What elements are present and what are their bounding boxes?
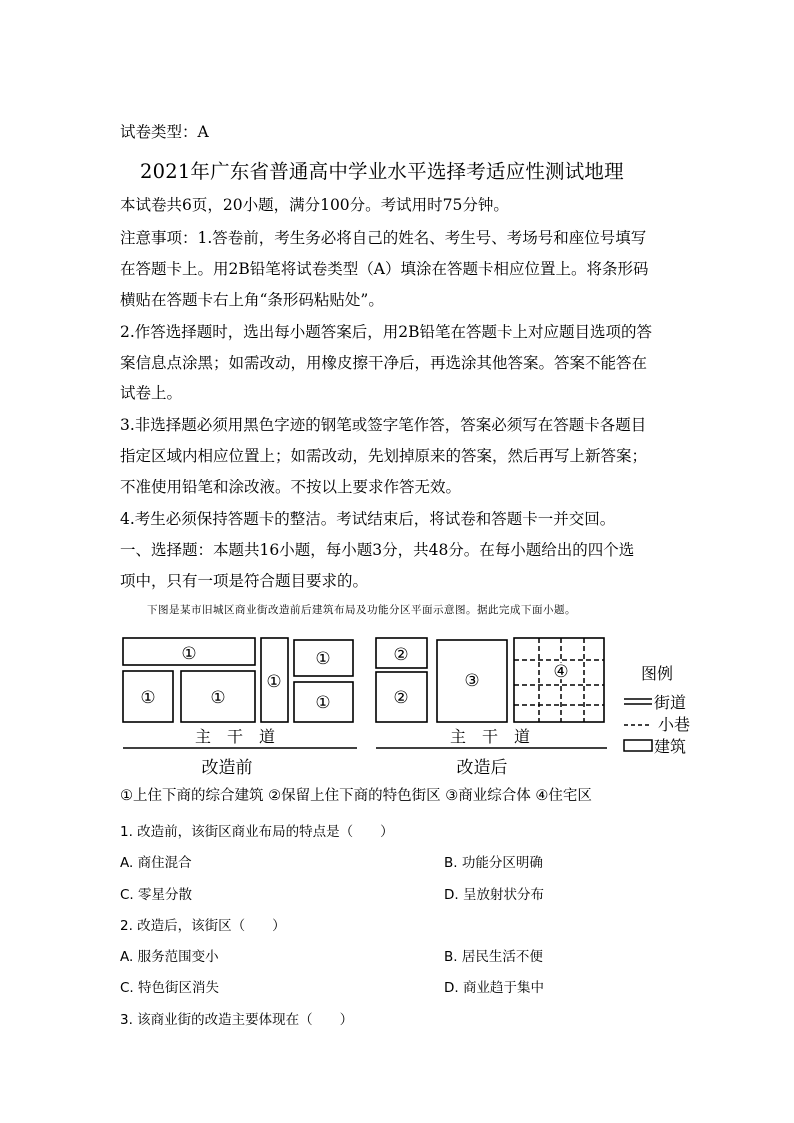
marker-four: ④ <box>553 662 569 682</box>
legend-street <box>624 693 686 712</box>
marker-one: ① <box>181 644 197 664</box>
svg-text:小巷: 小巷 <box>658 715 691 734</box>
instruction-line: 本试卷共6页，20小题，满分100分。考试用时75分钟。 <box>120 196 509 214</box>
legend-title: 图例 <box>640 664 674 683</box>
instruction-line: 横贴在答题卡右上角“条形码粘贴处”。 <box>120 291 384 309</box>
option-c: C. 特色街区消失 <box>120 980 220 996</box>
before-label: 改造前 <box>201 758 253 778</box>
marker-three: ③ <box>464 671 480 691</box>
figure-caption: 下图是某市旧城区商业街改造前后建筑布局及功能分区平面示意图。据此完成下面小题。 <box>147 604 576 616</box>
marker-one: ① <box>210 688 226 708</box>
option-a: A. 服务范围变小 <box>120 949 219 965</box>
instruction-line: 案信息点涂黑；如需改动，用橡皮擦干净后，再选涂其他答案。答案不能答在 <box>120 354 648 372</box>
svg-text:街道: 街道 <box>654 693 687 712</box>
option-b: B. 居民生活不便 <box>444 949 543 965</box>
main-road-label: 主 干 道 <box>194 727 276 746</box>
section-heading: 一、选择题：本题共16小题，每小题3分，共48分。在每小题给出的四个选 <box>120 541 635 559</box>
option-b: B. 功能分区明确 <box>444 855 543 871</box>
instruction-line: 3.非选择题必须用黑色字迹的钢笔或签字笔作答，答案必须写在答题卡各题目 <box>120 416 647 434</box>
question-stem: 2. 改造后，该街区（ ） <box>120 918 286 934</box>
layout-diagram <box>110 630 710 810</box>
instruction-line: 试卷上。 <box>120 384 183 402</box>
paper-type: 试卷类型：A <box>120 123 209 141</box>
after-label: 改造后 <box>456 758 508 778</box>
option-d: D. 呈放射状分布 <box>444 887 544 903</box>
section-heading: 项中，只有一项是符合题目要求的。 <box>120 572 369 590</box>
marker-two: ② <box>393 645 409 665</box>
main-road-label: 主 干 道 <box>449 727 531 746</box>
option-d: D. 商业趋于集中 <box>444 980 544 996</box>
question-stem: 3. 该商业街的改造主要体现在（ ） <box>120 1012 354 1028</box>
instruction-line: 指定区域内相应位置上；如需改动，先划掉原来的答案，然后再写上新答案； <box>120 447 648 465</box>
marker-one: ① <box>266 672 282 692</box>
marker-one: ① <box>315 649 331 669</box>
instruction-line: 不准使用铅笔和涂改液。不按以上要求作答无效。 <box>120 478 462 496</box>
legend-building <box>624 737 686 756</box>
instruction-line: 注意事项：1.答卷前，考生务必将自己的姓名、考生号、考场号和座位号填写 <box>120 229 647 247</box>
question-stem: 1. 改造前，该街区商业布局的特点是（ ） <box>120 824 394 840</box>
instruction-line: 4.考生必须保持答题卡的整洁。考试结束后，将试卷和答题卡一并交回。 <box>120 510 616 528</box>
legend-alley <box>624 715 690 734</box>
svg-text:建筑: 建筑 <box>654 737 687 756</box>
option-c: C. 零星分散 <box>120 887 193 903</box>
marker-one: ① <box>140 688 156 708</box>
instruction-line: 2.作答选择题时，选出每小题答案后，用2B铅笔在答题卡上对应题目选项的答 <box>120 323 653 341</box>
page-title: 2021年广东省普通高中学业水平选择考适应性测试地理 <box>140 160 624 183</box>
marker-one: ① <box>315 693 331 713</box>
instruction-line: 在答题卡上。用2B铅笔将试卷类型（A）填涂在答题卡相应位置上。将条形码 <box>120 260 649 278</box>
option-a: A. 商住混合 <box>120 855 192 871</box>
figure-key: ①上住下商的综合建筑 ②保留上住下商的特色街区 ③商业综合体 ④住宅区 <box>120 788 592 804</box>
marker-two: ② <box>393 688 409 708</box>
